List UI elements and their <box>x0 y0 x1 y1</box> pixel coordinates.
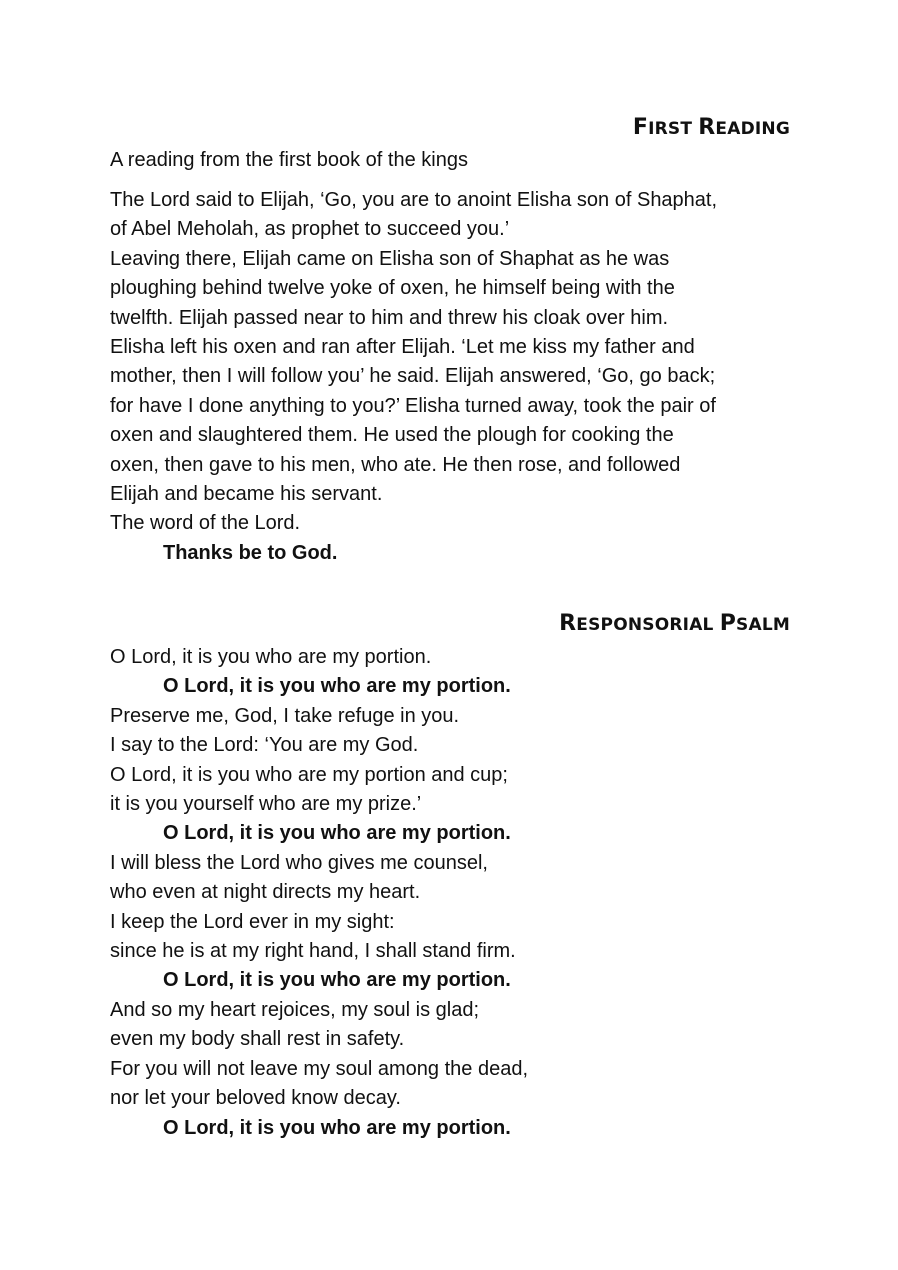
heading-rest: SALM <box>736 615 790 635</box>
reading-line: Elisha left his oxen and ran after Elijah. ‘Let me kiss my father and <box>110 336 695 359</box>
psalm-line: even my body shall rest in safety. <box>110 1028 405 1051</box>
reading-line: oxen, then gave to his men, who ate. He then rose, and followed <box>110 453 681 476</box>
reading-line: oxen and slaughtered them. He used the plough for cooking the <box>110 424 674 447</box>
psalm-response: O Lord, it is you who are my portion. <box>163 1116 511 1139</box>
responsorial-psalm-heading <box>559 613 790 635</box>
psalm-line: nor let your beloved know decay. <box>110 1087 401 1110</box>
psalm-line: Preserve me, God, I take refuge in you. <box>110 704 460 727</box>
psalm-line: I keep the Lord ever in my sight: <box>110 910 395 933</box>
psalm-response: O Lord, it is you who are my portion. <box>163 822 511 845</box>
reading-line: Elijah and became his servant. <box>110 483 383 506</box>
psalm-line: since he is at my right hand, I shall stand firm. <box>110 940 516 963</box>
psalm-line: O Lord, it is you who are my portion. <box>110 646 432 668</box>
psalm-line: O Lord, it is you who are my portion and cup; <box>110 763 508 786</box>
reading-line: mother, then I will follow you’ he said. Elijah answered, ‘Go, go back; <box>110 365 716 388</box>
psalm-line: And so my heart rejoices, my soul is glad; <box>110 998 480 1021</box>
reading-line: Leaving there, Elijah came on Elisha son of Shaphat as he was <box>110 247 670 270</box>
heading-rest: IRST <box>648 119 699 139</box>
heading-initial: R <box>559 611 577 636</box>
reading-line: for have I done anything to you?’ Elisha turned away, took the pair of <box>110 394 716 417</box>
psalm-line: I say to the Lord: ‘You are my God. <box>110 734 419 757</box>
psalm-line: For you will not leave my soul among the dead, <box>110 1057 528 1080</box>
reading-body <box>110 186 790 568</box>
psalm-response: O Lord, it is you who are my portion. <box>163 675 511 698</box>
reading-line: ploughing behind twelve yoke of oxen, he himself being with the <box>110 277 675 300</box>
heading-initial: R <box>698 115 716 140</box>
heading-rest: EADING <box>715 119 790 139</box>
psalm-line: who even at night directs my heart. <box>110 881 421 904</box>
heading-rest: ESPONSORIAL <box>576 615 720 635</box>
psalm-response: O Lord, it is you who are my portion. <box>163 969 511 992</box>
reading-response: Thanks be to God. <box>163 541 338 564</box>
reading-conclusion: The word of the Lord. <box>110 512 301 535</box>
psalm-body <box>110 643 790 1143</box>
psalm-line: it is you yourself who are my prize.’ <box>110 793 422 816</box>
reading-line: twelfth. Elijah passed near to him and threw his cloak over him. <box>110 306 669 329</box>
first-reading-heading <box>633 117 790 139</box>
psalm-line: I will bless the Lord who gives me counsel, <box>110 851 488 874</box>
reading-source-text: A reading from the first book of the kings <box>110 149 468 171</box>
heading-initial: P <box>719 611 737 636</box>
reading-line: The Lord said to Elijah, ‘Go, you are to anoint Elisha son of Shaphat, <box>110 189 718 211</box>
heading-initial: F <box>632 115 649 140</box>
reading-source <box>110 146 790 175</box>
reading-line: of Abel Meholah, as prophet to succeed you.’ <box>110 218 510 241</box>
